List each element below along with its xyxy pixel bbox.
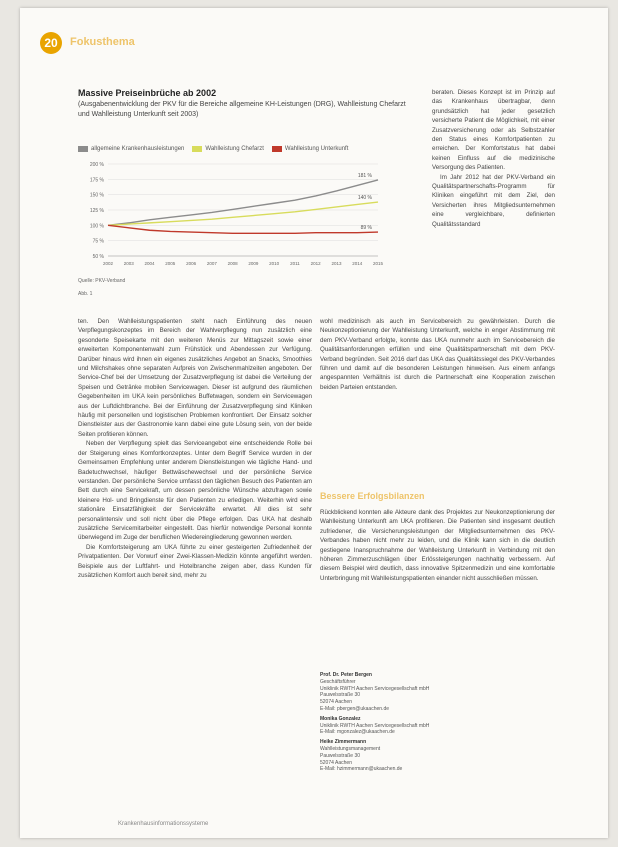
price-development-chart [78, 156, 408, 274]
y-tick-label: 200 % [89, 162, 104, 168]
paragraph: Im Jahr 2012 hat der PKV-Verband ein Qualitätspartnerschafts-Programm für Kliniken eingeführt mit dem Ziel, den Versicherten ihres Mitgliedsunternehmen eine vergleichbare, definierten Qualitätsstandard [432, 173, 555, 228]
contact-entry [320, 739, 555, 773]
paragraph: wohl medizinisch als auch im Servicebereich zu gewährleisten. Durch die Neukonzeptionierung der Wahlleistung Unterkunft, welche in enger Abstimmung mit dem PKV-Verband erfolgte, konnte das UKA nunmehr auch im Servicebereich die Qualitätsanforderungen erfüllen und eine Qualitätspartnerschaft mit dem PKV-Verband begründen. Seit 2016 darf das UKA das Qualitätssiegel des PKV-Verbandes führen und damit auf die besonderen Leistungen hinweisen. Aus einem anfangs angespannten Verhältnis ist durch die Partnerschaft eine Kooperation zwischen beiden Parteien entstanden. [320, 318, 555, 391]
right-column-lower [320, 508, 555, 622]
legend-item [78, 146, 184, 152]
legend-label: Wahlleistung Chefarzt [205, 146, 264, 152]
footer-note: Krankenhausinformationssysteme [118, 821, 209, 827]
chart-title: Massive Preiseinbrüche ab 2002 [78, 88, 217, 98]
x-tick-label: 2005 [165, 261, 176, 266]
figure-label: Abb. 1 [78, 291, 93, 297]
contact-entry [320, 672, 555, 713]
right-column-top [432, 88, 555, 321]
x-tick-label: 2008 [227, 261, 238, 266]
contact-entry [320, 716, 555, 736]
y-tick-label: 50 % [92, 254, 104, 260]
contact-name: Monika Gonzalez [320, 715, 361, 722]
page-number-badge: 20 [40, 32, 62, 54]
series-end-label: 181 % [357, 172, 372, 179]
contact-line: Uniklinik RWTH Aachen Servicegesellschaft mbH [320, 722, 430, 729]
legend-swatch [192, 146, 202, 152]
contact-line: Uniklinik RWTH Aachen Servicegesellschaft mbH [320, 685, 430, 692]
contact-line: 52074 Aachen [320, 699, 352, 706]
x-tick-label: 2007 [206, 261, 217, 266]
contact-email[interactable]: E-Mail: mgonzalez@ukaachen.de [320, 729, 395, 736]
paragraph: ten. Den Wahlleistungspatienten steht nach Einführung des neuen Verpflegungskonzeptes im Bereich der Wahlverpflegung nun zusätzlich eine gesonderte Speisekarte mit den weiteren Menüs zur Mittagszeit sowie einer erweiterten Komponentenwahl zum Frühstück und Abendessen zur Verfügung. Darüber hinaus wird ihnen ein eigenes zusätzliches Angebot an Snacks, Smoothies und Milchshakes ohne separaten Aufpreis von Zwischenmahlzeiten angeboten. Der Service-Chef bei der Umsetzung der Zusatzverpflegung ist dabei die Verteilung der Speisen und Getränke mobilen Servicewagen. Dieser ist aufgrund des räumlichen Gegebenheiten im UKA kein persönliches Buffetwagen, sondern ein Servicewagen aus der Luftdichtbranche. Bei der Einführung der Zusatzverpflegung sind Kliniken häufig mit personellen und logistischen Problemen konfrontiert. Der Einsatz solcher Dienstleister aus der Gastronomie kann dabei eine gute Lösung sein, von der beide Seiten profitieren können. [78, 318, 312, 438]
contact-line: Wahlleistungsmanagement [320, 745, 381, 752]
series-line-0 [108, 180, 378, 225]
contact-line: Geschäftsführer [320, 678, 356, 685]
contact-name: Prof. Dr. Peter Bergen [320, 672, 372, 678]
contact-line: 52074 Aachen [320, 759, 352, 766]
paragraph: Neben der Verpflegung spielt das Serviceangebot eine entscheidende Rolle bei der Steigerung eines Komfortkonzeptes. Unter dem Begriff Service wurden in der Gemeinsamen Empfehlung unter anderem Dienstleistungen wie tägliche Hand- und Badetuchwechsel, häufiger Bettwäschewechsel und der persönliche Service verstanden. Der persönliche Service umfasst den täglichen Besuch des Patienten am Bett durch eine Servicekraft, um dessen persönliche Wünsche abzufragen sowie kleinere Hol- und Bringdienste für den Patienten zu erledigen. Weiterhin wird eine stationäre Einsatzfähigkeit der Servicekräfte erwartet. All dies ist sehr personalintensiv und soll nicht über die Pflege erfolgen. Das UKA hat deshalb zusätzliche Servicemitarbeiter eingestellt. Das hierfür notwendige Personal konnte überwiegend im Zuge der beruflichen Wiedereingliederung gewonnen werden. [78, 440, 312, 542]
x-tick-label: 2015 [372, 261, 384, 266]
x-tick-label: 2010 [269, 261, 280, 266]
x-tick-label: 2014 [352, 261, 363, 266]
contact-email[interactable]: E-Mail: hzimmermann@ukaachen.de [320, 766, 403, 773]
series-line-1 [108, 202, 378, 225]
contact-name: Heike Zimmermann [320, 739, 367, 746]
x-tick-label: 2012 [310, 261, 321, 266]
legend-swatch [272, 146, 282, 152]
left-column [78, 317, 312, 817]
contact-box [320, 672, 555, 776]
series-end-label: 140 % [357, 195, 372, 202]
right-column [320, 317, 555, 489]
subheading: Bessere Erfolgsbilanzen [320, 491, 425, 501]
x-tick-label: 2009 [248, 261, 259, 266]
legend-item [192, 146, 263, 152]
section-title: Fokusthema [70, 36, 135, 48]
legend-label: Wahlleistung Unterkunft [284, 146, 349, 152]
x-tick-label: 2006 [186, 261, 197, 266]
chart-legend [78, 146, 348, 152]
contact-email[interactable]: E-Mail: pbergen@ukaachen.de [320, 705, 390, 712]
chart-subtitle: (Ausgabenentwicklung der PKV für die Bereiche allgemeine KH-Leistungen (DRG), Wahlleistung Chefarzt und Wahlleistung Unterkunft seit 2003) [78, 101, 406, 118]
paragraph: Rückblickend konnten alle Akteure dank des Projektes zur Neukonzeptionierung der Wahlleistung Unterkunft am UKA profitieren. Die Patienten sind insgesamt deutlich zufriedener, die Versicherungsleistungen der Mitgliedsunternehmen des PKV-Verbandes haben nicht mehr zu leiden, und die Klinik kann sich in die deutlich gestiegene Inanspruchnahme der Wahlleistung Unterkunft in Verbindung mit den höheren Zimmerzuschlägen über Erlössteigerungen nachhaltig verbessern. Auf diesem Beispiel wird deutlich, dass innovative Spitzenmedizin und eine komfortable Unterbringung mit Wahlleistungspatienten einander nicht ausschließen müssen. [320, 509, 555, 582]
x-tick-label: 2011 [290, 261, 300, 266]
x-tick-label: 2002 [102, 261, 114, 266]
y-tick-label: 150 % [89, 192, 104, 199]
series-line-2 [108, 225, 378, 233]
legend-label: allgemeine Krankenhausleistungen [91, 146, 185, 152]
series-end-label: 89 % [360, 225, 372, 232]
x-tick-label: 2003 [123, 261, 134, 266]
paragraph: beraten. Dieses Konzept ist im Prinzip auf das Krankenhaus übertragbar, denn grundsätzlich hat jeder gesetzlich versicherte Patient die Möglichkeit, mit einer Zusatzversicherung oder als Selbstzahler den Status eines Komfortpatienten zu erreichen. Der Komfortstatus hat dabei keinen Einfluss auf die medizinische Versorgung des Patienten. [432, 89, 555, 172]
contact-line: Pauwelsstraße 30 [320, 752, 361, 759]
y-tick-label: 175 % [89, 177, 104, 184]
legend-item [272, 146, 348, 152]
x-tick-label: 2013 [331, 261, 342, 266]
y-tick-label: 75 % [92, 238, 104, 245]
y-tick-label: 100 % [89, 223, 104, 230]
paragraph: Die Komfortsteigerung am UKA führte zu einer gesteigerten Zufriedenheit der Privatpatienten. Der Vorwurf einer Zwei-Klassen-Medizin könnte angeführt werden. Beispiele aus der Luftfahrt- und Hotelbranche zeigen aber, dass Kunden für zusätzlichen Komfort auch bereit sind, mehr zu [78, 543, 312, 579]
y-tick-label: 125 % [89, 208, 104, 214]
legend-swatch [78, 146, 88, 152]
x-tick-label: 2004 [144, 261, 155, 266]
chart-source: Quelle: PKV-Verband [78, 278, 126, 284]
contact-line: Pauwelsstraße 30 [320, 692, 361, 699]
